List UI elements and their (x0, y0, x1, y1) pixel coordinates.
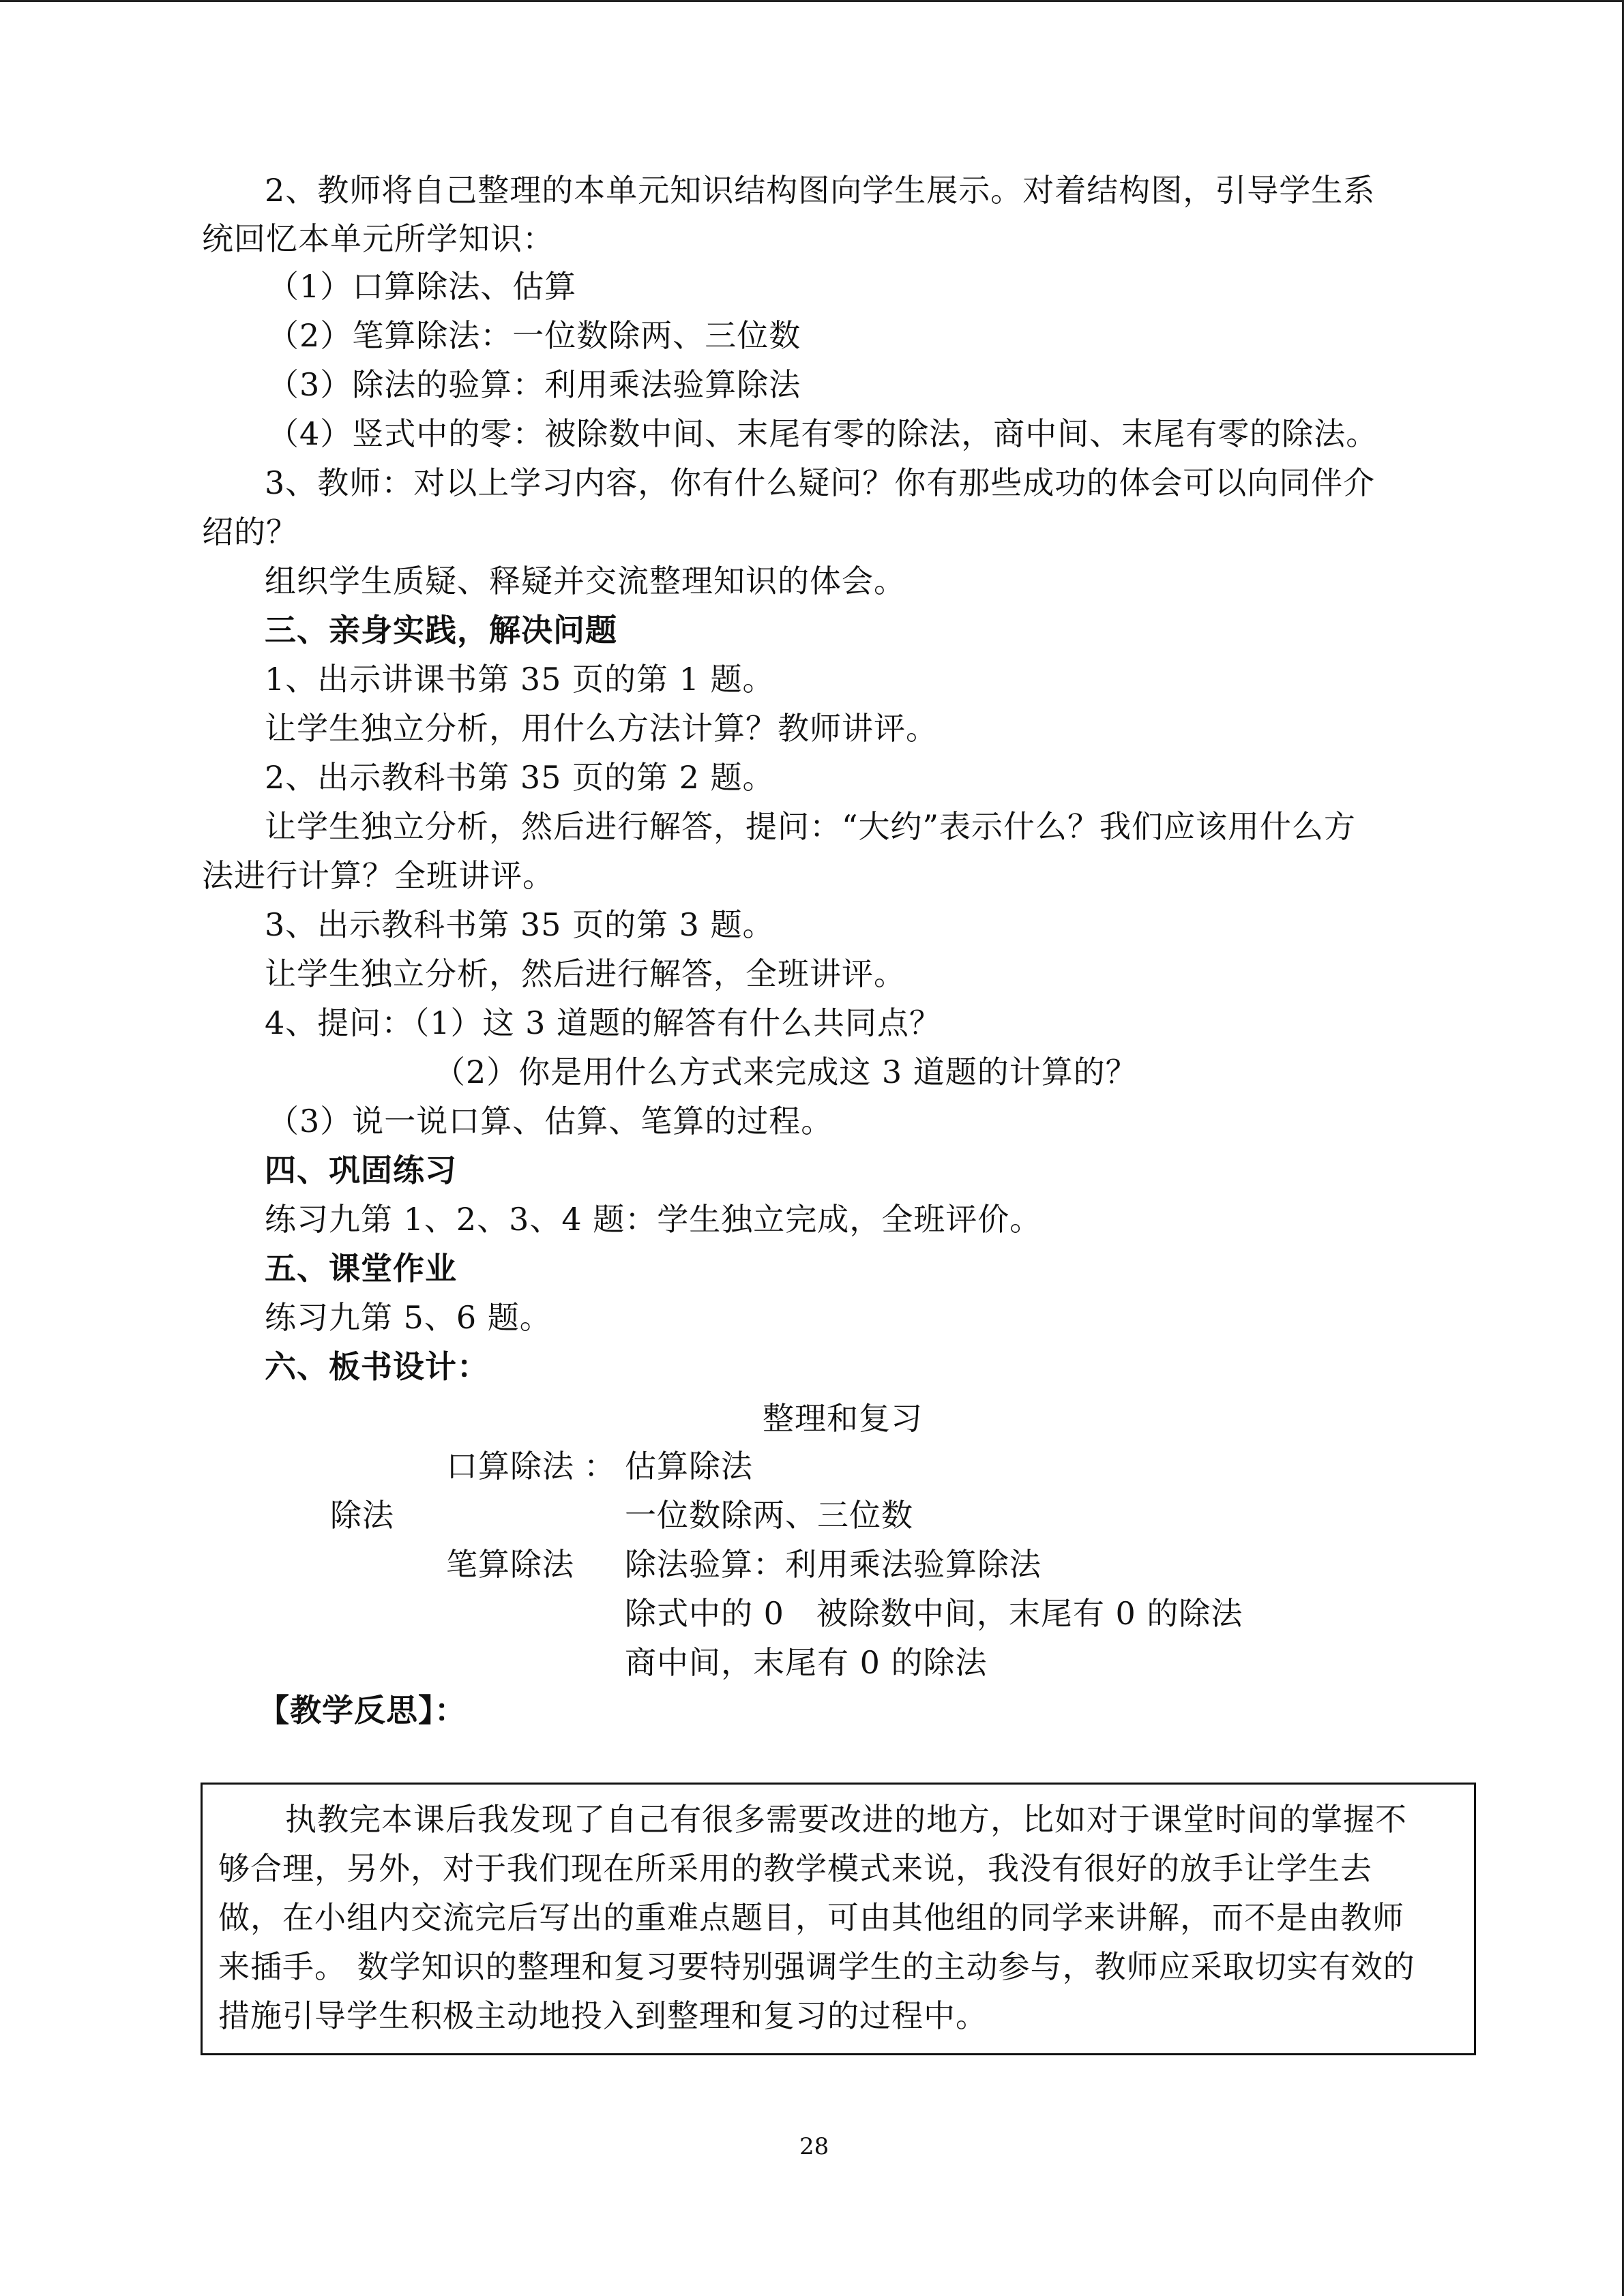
list-item: （2）笔算除法：一位数除两、三位数 (267, 317, 801, 354)
list-item: （2）你是用什么方式来完成这 3 道题的计算的？ (434, 1054, 1138, 1090)
body-line: 4、提问：（1）这 3 道题的解答有什么共同点？ (265, 1004, 942, 1041)
reflection-line: 做，在小组内交流完后写出的重难点题目，可由其他组的同学来讲解，而不是由教师 (218, 1899, 1404, 1936)
body-line: 绍的？ (202, 513, 298, 550)
section-heading: 四、巩固练习 (265, 1152, 457, 1189)
page-number: 28 (799, 2133, 829, 2160)
body-line: 法进行计算？全班讲评。 (202, 857, 555, 894)
section-heading: 三、亲身实践，解决问题 (265, 612, 617, 648)
section-heading: 五、课堂作业 (265, 1250, 457, 1287)
body-line: 让学生独立分析，用什么方法计算？教师讲评。 (265, 710, 938, 747)
board-title: 整理和复习 (763, 1400, 923, 1437)
reflection-line: 措施引导学生积极主动地投入到整理和复习的过程中。 (218, 1997, 988, 2034)
board-written-item: 除法验算：利用乘法验算除法 (625, 1546, 1042, 1583)
list-item: （4）竖式中的零：被除数中间、末尾有零的除法，商中间、末尾有零的除法。 (267, 415, 1378, 452)
reflection-line: 来插手。 数学知识的整理和复习要特别强调学生的主动参与，教师应采取切实有效的 (218, 1948, 1415, 1985)
body-line: 组织学生质疑、释疑并交流整理知识的体会。 (265, 563, 906, 599)
body-line: 让学生独立分析，然后进行解答，全班讲评。 (265, 955, 906, 992)
body-line: 2、出示教科书第 35 页的第 2 题。 (265, 759, 775, 796)
board-oral-item: 估算除法 (625, 1448, 753, 1485)
body-line: 1、出示讲课书第 35 页的第 1 题。 (265, 661, 775, 698)
reflection-line: 执教完本课后我发现了自己有很多需要改进的地方，比如对于课堂时间的掌握不 (285, 1801, 1407, 1838)
board-root: 除法 (330, 1497, 394, 1534)
page-top-border (0, 0, 1624, 2)
section-heading: 六、板书设计： (265, 1348, 489, 1385)
board-written-item: 除式中的 0 被除数中间，末尾有 0 的除法 (625, 1595, 1243, 1632)
body-line: 2、教师将自己整理的本单元知识结构图向学生展示。对着结构图，引导学生系 (265, 172, 1376, 209)
body-line: 3、出示教科书第 35 页的第 3 题。 (265, 906, 775, 943)
body-line: 3、教师：对以上学习内容，你有什么疑问？你有那些成功的体会可以向同伴介 (265, 464, 1376, 501)
board-oral-label: 口算除法 (446, 1448, 574, 1485)
body-line: 练习九第 5、6 题。 (265, 1299, 552, 1336)
board-written-item: 一位数除两、三位数 (625, 1497, 913, 1534)
board-written-item: 商中间，末尾有 0 的除法 (625, 1644, 988, 1681)
reflection-line: 够合理，另外，对于我们现在所采用的教学模式来说，我没有很好的放手让学生去 (218, 1850, 1372, 1887)
reflection-heading: 【教学反思】： (258, 1692, 467, 1729)
body-line: 练习九第 1、2、3、4 题：学生独立完成，全班评价。 (265, 1201, 1042, 1238)
board-colon: ： (584, 1448, 616, 1485)
list-item: （3）说一说口算、估算、笔算的过程。 (267, 1103, 833, 1139)
body-line: 统回忆本单元所学知识： (202, 220, 555, 257)
board-written-label: 笔算除法 (446, 1546, 574, 1583)
body-line: 让学生独立分析，然后进行解答，提问：“大约”表示什么？我们应该用什么方 (265, 808, 1357, 845)
list-item: （3）除法的验算：利用乘法验算除法 (267, 366, 801, 403)
list-item: （1）口算除法、估算 (267, 268, 577, 305)
